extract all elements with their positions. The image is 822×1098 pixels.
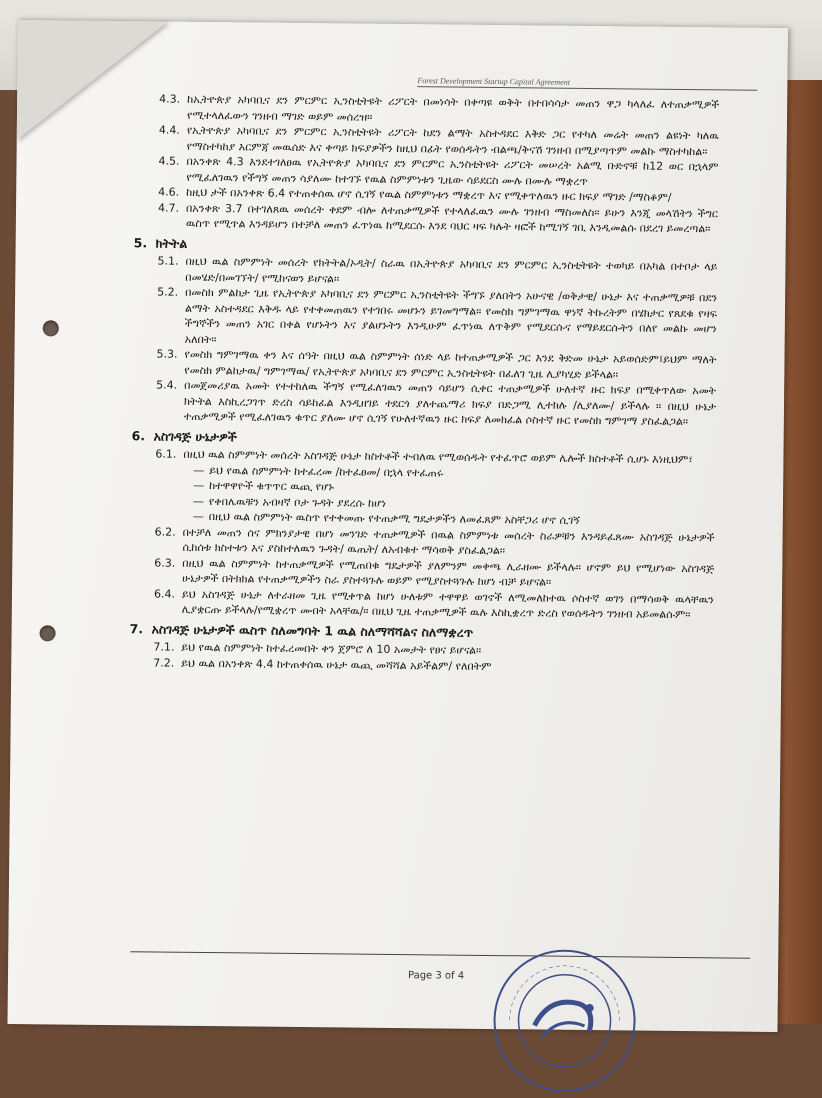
section-title: አስገዳጅ ሁኔታዎች [153,427,237,444]
section-title: ክትትል [155,234,188,251]
seal-stamp-icon [489,945,641,1097]
clause-number: 5.4. [156,378,178,392]
clause-number: 6.4. [153,586,176,601]
clause-text: በመስክ ምልከታ ጊዜ የኢትዮጵያ አካባቢና ደን ምርምር ኢንስቲትዩት ችግኙ ያለበትን አሁናዊ /ወቅታዊ/ ሁኔታ እና ተጠቃሚዎቹ በደን ልማት አስተዳደር እቅዱ ላይ የተቀመጠዉን የተገበሩ መሆኑን ይገመግማል። የመስክ ግምገማዉ ዋነኛ ትኩረትም በሄክታር የጸደቁ የዛፍ ችግኞችን መጠን አገር በቀል የሆኑትን እና ያልሆኑትን እንዲሁም ፈጥነዉ ለጥቅም የሚደርሱና የማይደርሱትን በለየ መልኩ መሆን አለበት። [184,285,718,346]
bullet-text: በዚህ ዉል ስምምነት ዉስጥ የተቀመጡ የተጠቃሚ ግዴታዎችን ለመፈጸም አስቸጋሪ ሆኖ ሲገኝ [208,510,580,527]
clause-number: 6.2. [154,524,176,539]
clause-number: 4.3. [159,92,181,106]
dash-icon: — [193,463,205,477]
clause-number: 6.3. [154,555,176,570]
clause-text: በተቻለ መጠን ሰና ምክንያታዊ በሆነ መንገድ ተጠቃሚዎች በዉል ስምምነቱ መሰረት ስራዎቹን እንዳይፈጸሙ አስገዳጅ ሁኔታዎች ሲከሰቱ ክስተቱን እና ያስከተለዉን ጉዳት/ ዉጤት/ ለአብቁተ ማሳወቅ ያስፈልጋል። [182,525,715,558]
clause-text: የኢትዮጵያ አካባቢና ደን ምርምር ኢንስቲትዩት ሪፖርት ከደን ልማት አስተዳደር እቅድ ጋር የተካለ መሬት መጠን ልዩነት ካለዉ የማስተካከያ እርምጃ መዉሰድ እና ቀጣይ ክፍያዎችን ከዚህ በፊት የወሰዱትን ብልጫ/ቅናሽ ገንዘብ በሚያጣጥም መልኩ ማስተካከል። [186,123,719,158]
clause-number: 4.7. [157,200,180,215]
clause-number: 5.2. [157,285,179,299]
dash-icon: — [192,494,205,508]
bullet-text: የቀበሌዉቹን አብዛኛ ቦታ ጉዳት ያደረሱ ከሆነ [208,494,387,510]
bullet-text: ይህ የዉል ስምምነት ከተፈረመ /ከተፈፀመ/ በኋላ የተፈጠሩ [209,463,444,479]
clause-text: የመስክ ግምገማዉ ቀን እና ሰዓት በዚህ ዉል ስምምነት ሰነድ ላይ ከተጠቃሚዎች ጋር እንደ ቅድመ ሁኔታ አይወሰድም፤ይህም ማለት የመስክ ምልከታዉ/ ግምገማዉ/ የኢትዮጵያ አካባቢና ደን ምርምር ኢንስቲትዩት በፈለገ ጊዜ ሊያካሂድ ይችላል። [184,347,717,381]
section-heading [134,235,718,257]
clause-text: ይህ አስገዳጅ ሁኔታ ለተራዘመ ጊዜ የሚቀጥል ከሆነ ሁለቱም ተዋዋይ ወገኖች ለሚመለከተዉ ሶስተኛ ወገን በማሳወቅ ዉላቸዉን ሊያቋርጡ ይችላሉ/የሚቋረጥ መብት አላቸዉ/። በዚህ ጊዜ ተጠቃሚዎች ዉሉ እስኪቋረጥ ድረስ የወሰዱትን ገንዘብ አይመልሱም። [181,587,715,622]
clause-number: 7.1. [153,640,175,654]
bullet-list [193,462,716,529]
section-title: አስገዳጅ ሁኔታዎች ዉስጥ ስለመግባት 1 ዉል ስለማሻሻልና ስለማቋረጥ [151,620,474,640]
page-header: Forest Development Startup Capital Agreement [417,76,757,91]
clause-number: 7.2. [153,655,175,670]
clause-number: 4.5. [158,154,180,168]
document-body [129,91,720,676]
clause-text: በዚህ ዉል ስምምነት ከተጠቃሚዎች የሚጠበቁ ግዴታዎች ያለምንም መቀጫ ሊራዘሙ ይችላሉ። ሆኖም ይህ የሚሆነው አስገዳጅ ሁኔታዎች በትክክል የተጠቃሚዎችን ስራ ያስተጓጉሉ ወይም የሚያስተጓጉሉ ከሆነ ብቻ ይሆናል። [182,556,715,589]
clause [158,200,718,237]
punch-hole [43,320,59,336]
dash-icon: — [192,509,204,523]
clause-number: 5.3. [156,347,178,361]
clause-text: በዚህ ዉል ስምምነት መሰረት አስገዳጅ ሁኔታ ከስተቶች ተብለዉ የሚወሰዱት የተፈጥሮ ወይም ሌሎች ክስተቶች ሲሆኑ እነዚህም፣ [183,447,693,467]
folded-corner [17,20,168,142]
clause [157,284,718,352]
clause-text: በአንቀጽ 4.3 እንደተገለፀዉ የኢትዮጵያ አካባቢና ደን ምርምር ኢንስቲትዩት ሪፖርት መሠረት አልሚ ቡድኖቹ ከ12 ወር በኋላም የሚፈለገዉን የችግኝ መጠን ሳያለሙ ከተገኙ የዉል ስምምነቱን ጊዜው ሳይደርስ ሙሉ በሙሉ ማቋረጥ [186,154,719,188]
section-heading [130,621,714,643]
clause [156,377,716,429]
clause-text: በዚህ ዉል ስምምነት መሰረት የክትትል/ኦዲት/ ስራዉ በኢትዮጵያ አካባቢና ደን ምርምር ኢንስቲትዩት ተወካይ በአካል በተቦታ ላይ በመሄድ/በመገኘት/ የሚከናወን ይሆናል። [185,254,718,285]
clause-number: 5.1. [157,254,179,268]
bullet-text: ከተዋዋዮች ቁጥጥር ዉጪ የሆኑ [209,479,335,494]
clause-text: በአንቀጽ 3.7 በተገለጸዉ መሰረት ቀደም ብሎ ለተጠቃሚዎች የተላለፈዉን ሙሉ ገንዘብ ማስመለስ። ይሁን እንጂ መላሽትን ችግር ዉስጥ የሚጥል እንዳይሆን በተቻለ መጠን ፈጥነዉ ከሚደርሱ እንደ ባህር ዛፍ ካሉት ዛፎች ከሚገኝ ገቢ እንዲመልሱ በደረገ ይመረጣል። [185,201,719,236]
document-page [7,20,787,1032]
footer-divider [130,951,750,958]
clause-text: ይህ የዉል ስምምነት ከተፈረመበት ቀን ጀምሮ ለ 10 አመታት የፀና ይሆናል። [181,640,482,657]
section-heading [132,428,716,450]
punch-hole [39,625,55,641]
clause-text: ከኢትዮጵያ አካባቢና ደን ምርምር ኢንስቲትዩት ሪፖርት በመነሳት በቀጣዩ ወቅት በተበሳሳታ መጠን ዋጋ ካላለፈ ለተጠቃሚዎች የሚተላለፈውን ገንዘብ ማገድ ወይም መሰረዝ። [186,92,720,124]
section-number: 5. [133,234,148,250]
dash-icon: — [193,478,205,492]
clause-text: በመጀመሪያዉ አመት የተተከለዉ ችግኝ የሚፈለገዉን መጠን ሳይሆን ሲቀር ተጠቃሚዎች ሁለተኛ ዙር ክፍያ በሚቀጥለው አመት ክትትል እስኪረጋገጥ ድረስ ሳይከፈል እንዲዘገይ ተደርጎ ያለተጨማሪ ክፍያ በድጋሚ ሊተክሉ /ሊያለሙ/ ይችላሉ ። በዚህ ሁኔታ ተጠቃሚዎች የሚፈለገዉን ቁጥር ያለሙ ሆኖ ሲገኝ የሁለተኛዉን ዙር ክፍያ ለመክፈል ሶስተኛ ዙር የመስክ ግምገማ ያስፈልጋል። [183,378,717,429]
section-number: 7. [129,620,144,636]
clause-text: ከዚህ ታች በአንቀጽ 6.4 የተጠቀሰዉ ሆኖ ሲገኝ የዉል ስምምነቱን ማቋረጥ እና የሚቀጥለዉን ዙር ክፍያ ማገድ /ማስቆም/ [186,185,672,204]
clause-number: 4.4. [158,123,180,137]
page-number: Page 3 of 4 [407,970,465,982]
clause-text: ይህ ዉል በአንቀጽ 4.4 ከተጠቀሰዉ ሁኔታ ዉጪ መሻሻል አይችልም/ የለበትም [181,656,492,673]
section-number: 6. [131,427,146,443]
clause [154,586,714,623]
clause-number: 6.1. [155,447,177,461]
clause-number: 4.6. [158,185,180,199]
